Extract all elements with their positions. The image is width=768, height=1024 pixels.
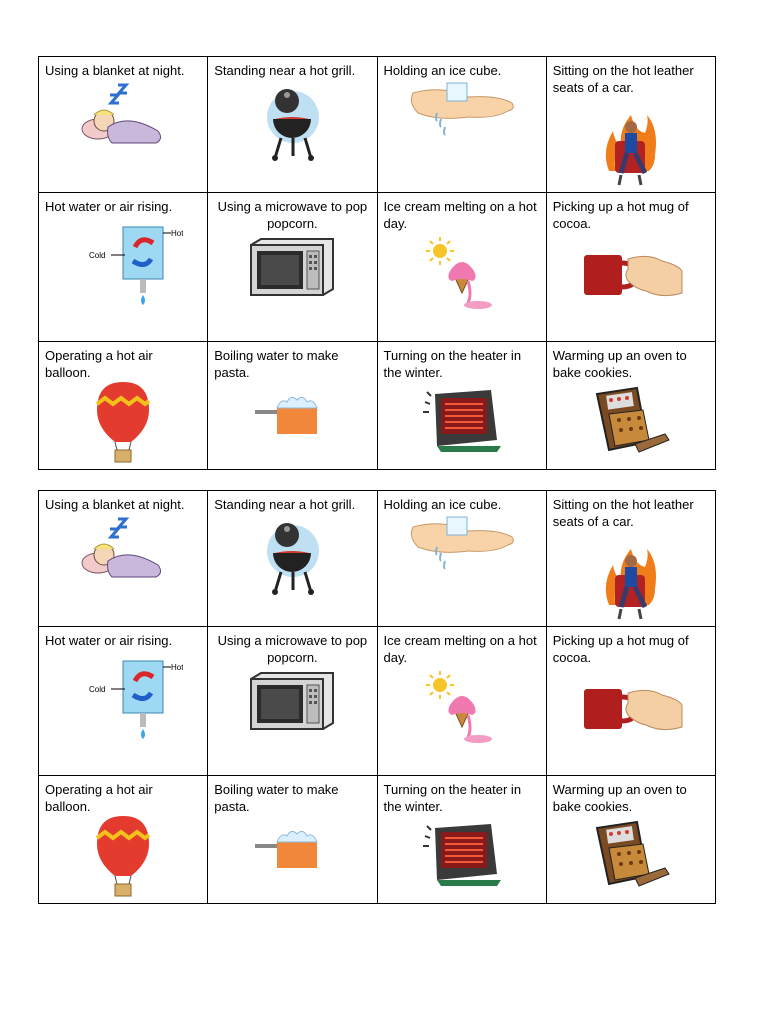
card-caption: Holding an ice cube. xyxy=(383,497,502,512)
card-caption: Boiling water to make pasta. xyxy=(214,782,339,814)
card-grill xyxy=(208,57,377,193)
card-caption: Picking up a hot mug of cocoa. xyxy=(552,199,689,231)
card-blanket xyxy=(39,57,208,193)
card-caption: Warming up an oven to bake cookies. xyxy=(552,782,687,814)
card-caption: Using a microwave to pop popcorn. xyxy=(217,633,368,665)
cold-label: Cold xyxy=(89,251,106,260)
card-microwave xyxy=(208,193,377,342)
card-caption: Using a microwave to pop popcorn. xyxy=(217,199,368,231)
card-balloon xyxy=(39,342,208,470)
boiling-pot-icon xyxy=(208,394,376,458)
card-caption: Turning on the heater in the winter. xyxy=(383,348,522,380)
card-caption: Holding an ice cube. xyxy=(383,63,502,78)
card-sheet-1 xyxy=(38,56,716,470)
hot-air-balloon-icon xyxy=(39,812,207,898)
card-caption: Using a blanket at night. xyxy=(45,497,185,512)
convection-diagram-icon xyxy=(39,223,207,313)
hand-ice-cube-icon xyxy=(378,513,546,573)
card-ice-cube xyxy=(377,491,546,627)
card-convection xyxy=(39,627,208,776)
card-sheet-2 xyxy=(38,490,716,904)
grill-icon xyxy=(208,83,376,163)
card-caption: Sitting on the hot leather seats of a car. xyxy=(552,63,694,95)
space-heater-icon xyxy=(378,386,546,456)
hot-label: Hot xyxy=(171,229,184,238)
melting-ice-cream-icon xyxy=(378,667,546,747)
card-heater xyxy=(377,776,546,904)
card-oven xyxy=(546,342,715,470)
hand-ice-cube-icon xyxy=(378,79,546,139)
hot-label: Hot xyxy=(171,663,184,672)
card-caption: Operating a hot air balloon. xyxy=(45,782,153,814)
cold-label: Cold xyxy=(89,685,106,694)
card-pasta xyxy=(208,776,377,904)
card-blanket xyxy=(39,491,208,627)
card-caption: Turning on the heater in the winter. xyxy=(383,782,522,814)
card-heater xyxy=(377,342,546,470)
card-caption: Standing near a hot grill. xyxy=(214,63,356,78)
melting-ice-cream-icon xyxy=(378,233,546,313)
card-microwave xyxy=(208,627,377,776)
card-oven xyxy=(546,776,715,904)
convection-diagram-icon xyxy=(39,657,207,747)
card-caption: Boiling water to make pasta. xyxy=(214,348,339,380)
sleeping-person-icon xyxy=(39,515,207,585)
man-on-fire-chair-icon xyxy=(547,545,715,623)
card-balloon xyxy=(39,776,208,904)
card-convection xyxy=(39,193,208,342)
card-grill xyxy=(208,491,377,627)
sleeping-person-icon xyxy=(39,81,207,151)
card-caption: Sitting on the hot leather seats of a car. xyxy=(552,497,694,529)
space-heater-icon xyxy=(378,820,546,890)
man-on-fire-chair-icon xyxy=(547,111,715,189)
card-mug xyxy=(546,193,715,342)
grill-icon xyxy=(208,517,376,597)
boiling-pot-icon xyxy=(208,828,376,892)
card-caption: Picking up a hot mug of cocoa. xyxy=(552,633,689,665)
card-caption: Hot water or air rising. xyxy=(45,633,173,648)
card-ice-cream xyxy=(377,193,546,342)
microwave-icon xyxy=(208,235,376,299)
card-hot-seat xyxy=(546,491,715,627)
card-caption: Operating a hot air balloon. xyxy=(45,348,153,380)
card-caption: Hot water or air rising. xyxy=(45,199,173,214)
hand-mug-icon xyxy=(547,243,715,303)
hand-mug-icon xyxy=(547,677,715,737)
card-hot-seat xyxy=(546,57,715,193)
card-caption: Standing near a hot grill. xyxy=(214,497,356,512)
card-caption: Warming up an oven to bake cookies. xyxy=(552,348,687,380)
card-pasta xyxy=(208,342,377,470)
hot-air-balloon-icon xyxy=(39,378,207,464)
card-ice-cube xyxy=(377,57,546,193)
card-caption: Using a blanket at night. xyxy=(45,63,185,78)
oven-icon xyxy=(547,818,715,898)
microwave-icon xyxy=(208,669,376,733)
oven-icon xyxy=(547,384,715,464)
card-mug xyxy=(546,627,715,776)
card-caption: Ice cream melting on a hot day. xyxy=(383,633,537,665)
card-caption: Ice cream melting on a hot day. xyxy=(383,199,537,231)
card-ice-cream xyxy=(377,627,546,776)
